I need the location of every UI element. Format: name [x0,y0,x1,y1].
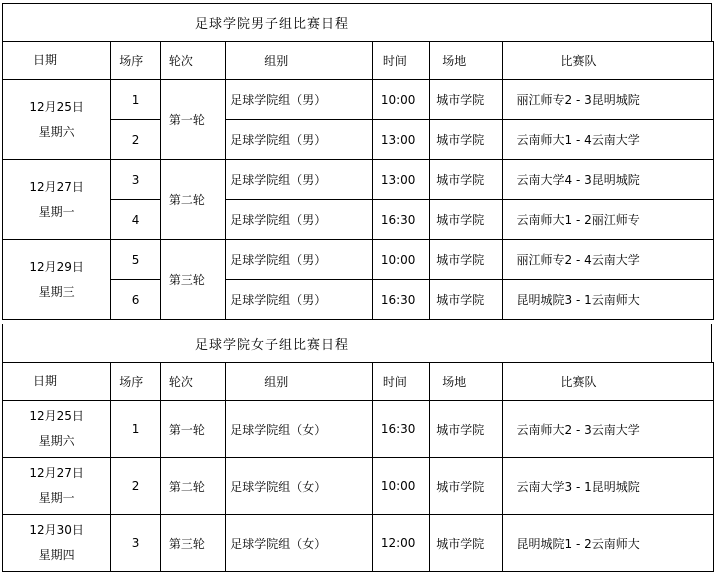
time-cell: 10:00 [372,458,429,515]
header-match-no: 场序 [111,42,161,80]
round-cell: 第二轮 [160,160,225,240]
match-no-cell: 1 [111,80,161,120]
time-cell: 16:30 [372,200,429,240]
round-cell: 第三轮 [160,515,225,572]
match-no-cell: 3 [111,160,161,200]
teams-cell: 云南大学4 - 3昆明城院 [502,160,714,200]
time-cell: 16:30 [372,280,429,320]
date-text: 12月25日 [29,409,84,423]
teams-cell: 昆明城院1 - 2云南师大 [502,515,714,572]
venue-cell: 城市学院 [430,515,502,572]
header-time: 时间 [372,363,429,401]
venue-cell: 城市学院 [430,280,502,320]
header-date: 日期 [3,42,111,80]
table-header-row [3,363,714,401]
border-right [711,324,712,363]
round-cell: 第一轮 [160,401,225,458]
teams-cell: 丽江师专2 - 4云南大学 [502,240,714,280]
weekday-text: 星期四 [38,548,75,562]
venue-cell: 城市学院 [430,458,502,515]
header-teams: 比赛队 [502,363,714,401]
match-no-cell: 3 [111,515,161,572]
date-text: 12月30日 [29,523,84,537]
group-cell: 足球学院组（男） [226,280,373,320]
border-right [711,3,712,42]
time-cell: 12:00 [372,515,429,572]
group-cell: 足球学院组（男） [226,200,373,240]
teams-cell: 云南师大1 - 2丽江师专 [502,200,714,240]
venue-cell: 城市学院 [430,200,502,240]
teams-cell: 云南大学3 - 1昆明城院 [502,458,714,515]
venue-cell: 城市学院 [430,80,502,120]
group-cell: 足球学院组（男） [226,240,373,280]
header-date: 日期 [3,363,111,401]
match-no-cell: 1 [111,401,161,458]
teams-cell: 昆明城院3 - 1云南师大 [502,280,714,320]
header-match-no: 场序 [111,363,161,401]
date-cell [3,458,111,515]
date-cell [3,515,111,572]
header-round: 轮次 [160,363,225,401]
women-schedule-title: 足球学院女子组比赛日程 [195,338,350,353]
date-text: 12月27日 [29,179,84,194]
match-no-cell: 5 [111,240,161,280]
date-text: 12月27日 [29,466,84,480]
teams-cell: 丽江师专2 - 3昆明城院 [502,80,714,120]
women-schedule-table [2,362,714,572]
match-no-cell: 6 [111,280,161,320]
venue-cell: 城市学院 [430,401,502,458]
table-row [3,458,714,515]
match-no-cell: 2 [111,458,161,515]
group-cell: 足球学院组（女） [226,515,373,572]
header-time: 时间 [372,42,429,80]
date-cell [3,80,111,160]
date-cell [3,401,111,458]
header-teams: 比赛队 [502,42,714,80]
date-text: 12月25日 [29,99,84,114]
time-cell: 10:00 [372,240,429,280]
weekday-text: 星期六 [38,434,75,448]
header-venue: 场地 [430,42,502,80]
header-venue: 场地 [430,363,502,401]
time-cell: 13:00 [372,120,429,160]
teams-cell: 云南师大1 - 4云南大学 [502,120,714,160]
date-cell [3,240,111,320]
men-schedule-title: 足球学院男子组比赛日程 [195,17,350,32]
header-group: 组别 [226,42,373,80]
group-cell: 足球学院组（男） [226,160,373,200]
men-schedule-table [2,41,714,320]
header-group: 组别 [226,363,373,401]
weekday-text: 星期一 [38,204,75,219]
weekday-text: 星期六 [38,124,75,139]
teams-cell: 云南师大2 - 3云南大学 [502,401,714,458]
venue-cell: 城市学院 [430,240,502,280]
time-cell: 13:00 [372,160,429,200]
venue-cell: 城市学院 [430,120,502,160]
match-no-cell: 2 [111,120,161,160]
weekday-text: 星期一 [38,491,75,505]
table-row [3,515,714,572]
round-cell: 第三轮 [160,240,225,320]
group-cell: 足球学院组（男） [226,80,373,120]
date-cell [3,160,111,240]
table-row [3,401,714,458]
table-row [3,240,714,280]
venue-cell: 城市学院 [430,160,502,200]
round-cell: 第二轮 [160,458,225,515]
group-cell: 足球学院组（女） [226,401,373,458]
table-row [3,160,714,200]
group-cell: 足球学院组（男） [226,120,373,160]
table-header-row [3,42,714,80]
date-text: 12月29日 [29,259,84,274]
time-cell: 16:30 [372,401,429,458]
time-cell: 10:00 [372,80,429,120]
header-round: 轮次 [160,42,225,80]
weekday-text: 星期三 [38,284,75,299]
group-cell: 足球学院组（女） [226,458,373,515]
match-no-cell: 4 [111,200,161,240]
round-cell: 第一轮 [160,80,225,160]
table-row [3,80,714,120]
